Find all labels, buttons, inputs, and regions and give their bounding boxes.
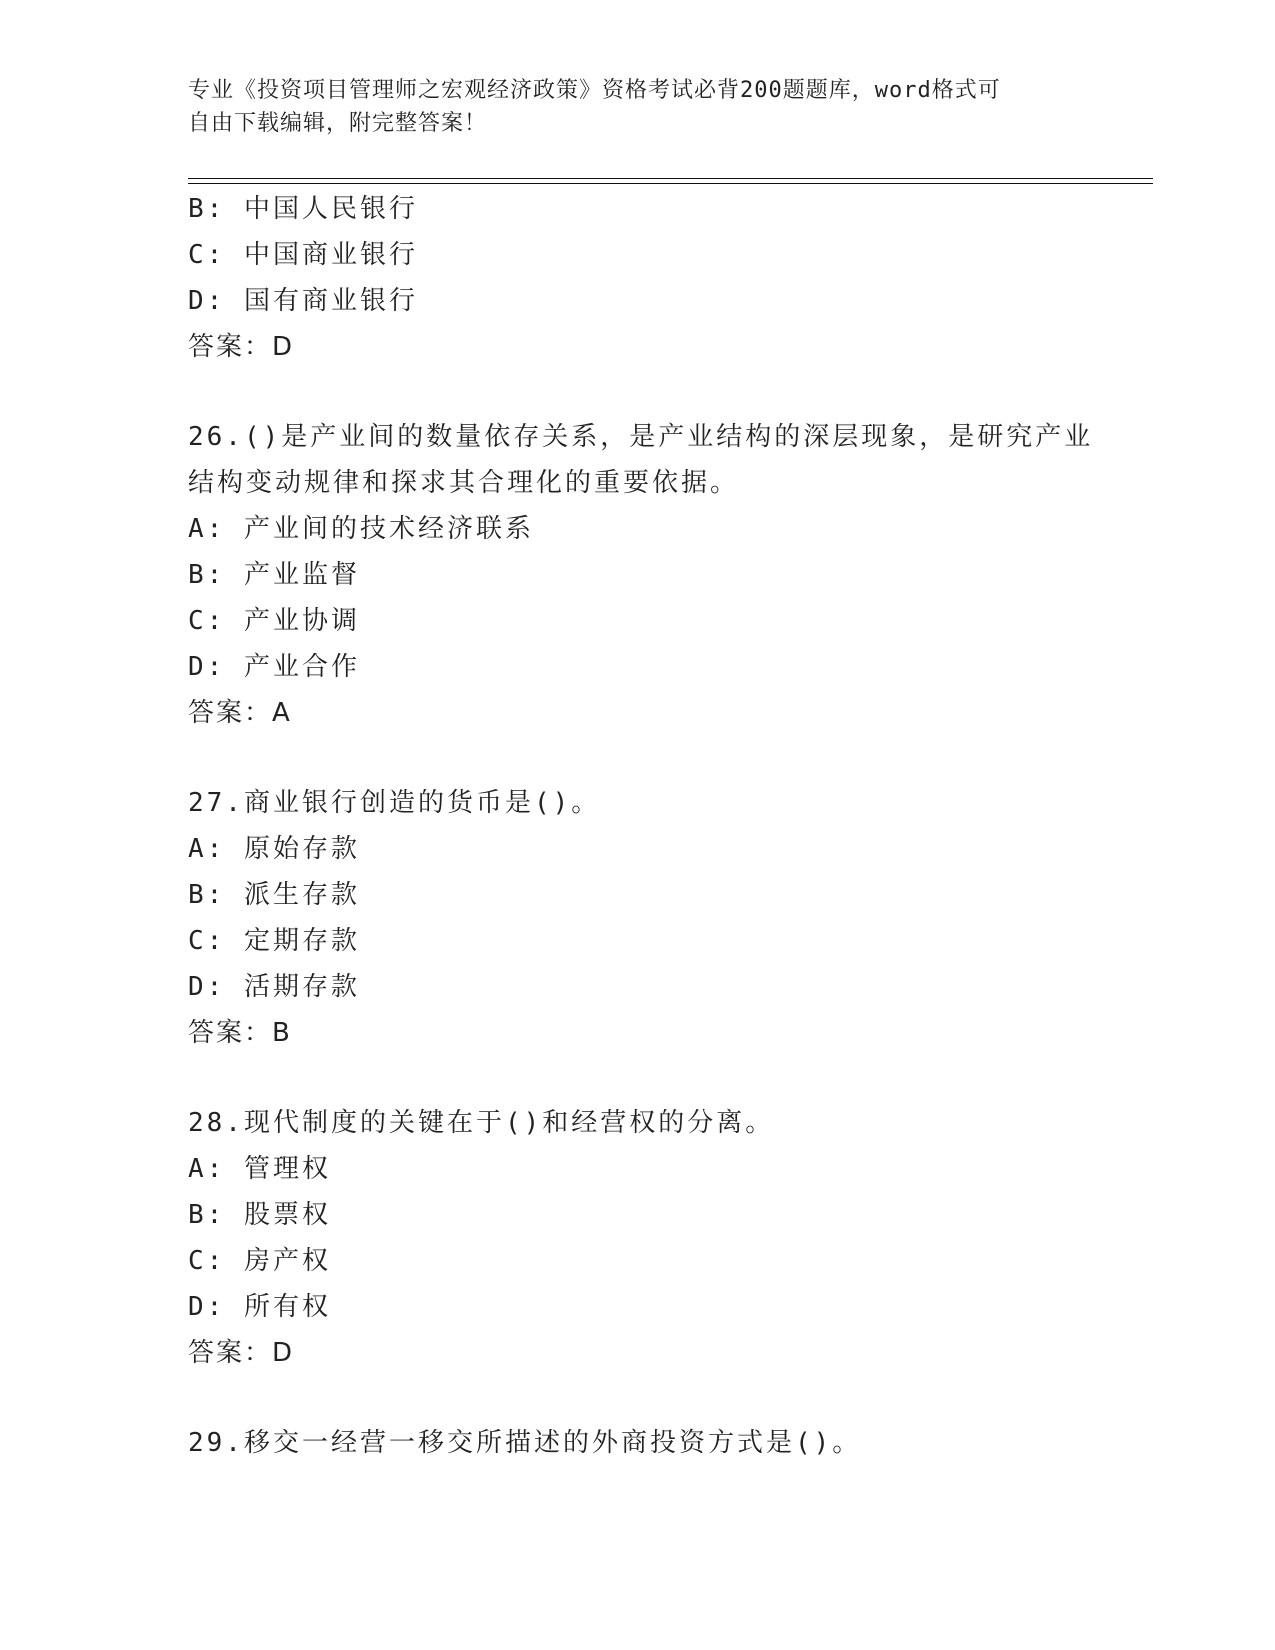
question-stem: 27.商业银行创造的货币是()。 bbox=[188, 788, 601, 818]
question-29 bbox=[188, 1420, 1088, 1466]
question-stem: 29.移交一经营一移交所描述的外商投资方式是()。 bbox=[188, 1428, 862, 1458]
question-spacer bbox=[188, 370, 1088, 414]
option-a: A: 产业间的技术经济联系 bbox=[188, 514, 534, 544]
question-stem-line-1: 26.()是产业间的数量依存关系，是产业结构的深层现象，是研究产业 bbox=[188, 422, 1094, 452]
answer: 答案：D bbox=[188, 1338, 295, 1368]
question-spacer bbox=[188, 736, 1088, 780]
option-d: D: 活期存款 bbox=[188, 972, 360, 1002]
document-header bbox=[188, 74, 1068, 140]
option-c: C: 房产权 bbox=[188, 1246, 331, 1276]
answer: 答案：A bbox=[188, 698, 292, 728]
header-divider-top bbox=[188, 178, 1153, 179]
answer: 答案：B bbox=[188, 1018, 292, 1048]
question-stem-line-2: 结构变动规律和探求其合理化的重要依据。 bbox=[188, 468, 740, 498]
question-spacer bbox=[188, 1056, 1088, 1100]
option-c: C: 定期存款 bbox=[188, 926, 360, 956]
question-stem: 28.现代制度的关键在于()和经营权的分离。 bbox=[188, 1108, 775, 1138]
header-divider-bottom bbox=[188, 183, 1153, 184]
option-b: B: 派生存款 bbox=[188, 880, 360, 910]
option-b: B: 股票权 bbox=[188, 1200, 331, 1230]
option-d: D: 产业合作 bbox=[188, 652, 360, 682]
header-line-1: 专业《投资项目管理师之宏观经济政策》资格考试必背200题题库，word格式可 bbox=[188, 78, 1001, 103]
option-d: D: 国有商业银行 bbox=[188, 286, 418, 316]
option-c: C: 产业协调 bbox=[188, 606, 360, 636]
question-list bbox=[188, 186, 1094, 1466]
answer: 答案：D bbox=[188, 332, 295, 362]
question-26 bbox=[188, 414, 1094, 736]
header-line-2: 自由下载编辑，附完整答案！ bbox=[188, 111, 488, 136]
option-a: A: 管理权 bbox=[188, 1154, 331, 1184]
option-c: C: 中国商业银行 bbox=[188, 240, 418, 270]
option-d: D: 所有权 bbox=[188, 1292, 331, 1322]
question-28 bbox=[188, 1100, 1088, 1376]
question-spacer bbox=[188, 1376, 1088, 1420]
option-a: A: 原始存款 bbox=[188, 834, 360, 864]
question-25 bbox=[188, 186, 1088, 370]
question-27 bbox=[188, 780, 1088, 1056]
option-b: B: 中国人民银行 bbox=[188, 194, 418, 224]
option-b: B: 产业监督 bbox=[188, 560, 360, 590]
